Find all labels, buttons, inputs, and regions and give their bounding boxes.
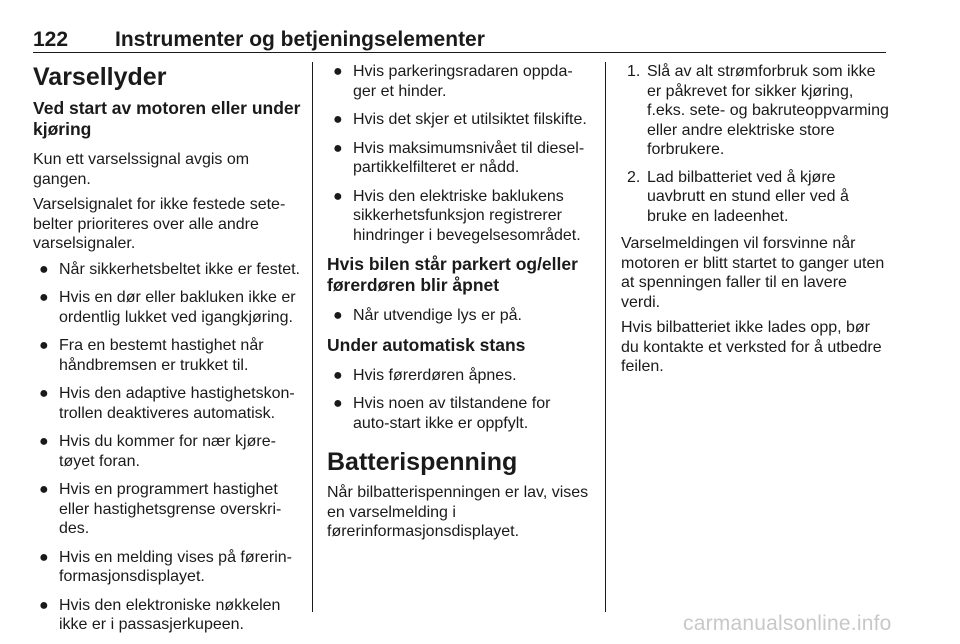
list-item: ● Hvis noen av tilstandene for auto-start ikke er oppfylt.	[333, 395, 551, 432]
list-number: 2.	[627, 168, 641, 186]
bullet-icon: ●	[39, 433, 49, 450]
list-item: ● Når utvendige lys er på.	[333, 307, 522, 324]
bullet-icon: ●	[333, 63, 343, 80]
list-item: ● Hvis førerdøren åpnes.	[333, 366, 517, 384]
subsection-title-parked: Hvis bilen står parkert og/eller førerdøren blir åpnet	[327, 254, 578, 295]
column-divider-2	[605, 62, 606, 612]
bullet-list	[33, 260, 301, 635]
paragraph: Varselmeldingen vil forsvinne når motoren er blitt startet to ganger uten at spenningen faller til en lavere verdi.	[621, 235, 885, 311]
bullet-icon: ●	[39, 481, 49, 498]
list-item: ● Hvis en dør eller bakluken ikke er ordentlig lukket ved igangkjøring.	[39, 289, 296, 326]
list-item: ● Fra en bestemt hastighet når håndbremsen er trukket til.	[39, 337, 264, 374]
bullet-icon: ●	[39, 337, 49, 354]
list-item: ● Hvis den elektroniske nøkkelen ikke er i passasjerkupeen.	[39, 596, 281, 633]
list-item: ● Hvis det skjer et utilsiktet filskifte.	[333, 111, 587, 128]
bullet-icon: ●	[333, 139, 343, 157]
chapter-title: Instrumenter og betjeningselementer	[115, 28, 485, 51]
bullet-icon: ●	[39, 596, 49, 614]
paragraph: Kun ett varselssignal avgis om gangen.	[33, 151, 250, 188]
list-item: ● Hvis den elektriske baklukens sikkerhetsfunksjon registrerer hindringer i bevegelsesområdet.	[333, 187, 581, 244]
column-2	[327, 62, 590, 548]
bullet-icon: ●	[333, 187, 343, 205]
bullet-icon: ●	[39, 548, 49, 566]
subsection-title-start: Ved start av motoren eller under kjøring	[33, 98, 301, 139]
bullet-icon: ●	[333, 111, 343, 128]
list-item: ● Hvis du kommer for nær kjøretøyet foran.	[39, 433, 276, 470]
bullet-icon: ●	[333, 307, 343, 324]
section-title-batterispenning: Batterispenning	[327, 448, 518, 476]
bullet-icon: ●	[39, 260, 49, 278]
list-item: ● Hvis maksimumsnivået til dieselpartikkelfilteret er nådd.	[333, 139, 585, 176]
paragraph: Varselsignalet for ikke festede setebelter prioriteres over alle andre varselsignaler.	[33, 196, 286, 252]
list-item: ● Hvis en programmert hastighet eller hastighetsgrense overskrides.	[39, 481, 282, 537]
bullet-icon: ●	[39, 289, 49, 306]
list-item: 2. Lad bilbatteriet ved å kjøre uavbrutt en stund eller ved å bruke en ladeenhet.	[627, 168, 849, 225]
bullet-list	[327, 62, 590, 245]
list-item: ● Når sikkerhetsbeltet ikke er festet.	[39, 260, 300, 278]
column-1	[33, 62, 301, 644]
list-item: 1. Slå av alt strømforbruk som ikke er påkrevet for sikker kjøring, f.eks. sete- og bakruteoppvarming eller andre elektriske store forbrukere.	[627, 63, 889, 158]
numbered-list	[621, 62, 889, 226]
list-item: ● Hvis en melding vises på førerinformasjonsdisplayet.	[39, 548, 292, 585]
bullet-icon: ●	[333, 366, 343, 384]
column-divider-1	[312, 62, 313, 612]
column-3	[621, 62, 889, 383]
paragraph: Hvis bilbatteriet ikke lades opp, bør du kontakte et verksted for å utbedre feilen.	[621, 319, 882, 375]
bullet-list	[327, 366, 590, 434]
bullet-icon: ●	[39, 385, 49, 402]
list-number: 1.	[627, 63, 641, 80]
bullet-list	[327, 306, 590, 326]
bullet-icon: ●	[333, 395, 343, 412]
page-header	[33, 22, 886, 53]
list-item: ● Hvis den adaptive hastighetskontrollen deaktiveres automatisk.	[39, 385, 295, 422]
watermark-text: carmanualsonline.info	[683, 612, 892, 635]
paragraph: Når bilbatterispenningen er lav, vises en varselmelding i førerinformasjonsdisplayet.	[327, 484, 589, 540]
section-title-varsellyder: Varsellyder	[33, 63, 167, 91]
subsection-title-autostop: Under automatisk stans	[327, 334, 526, 355]
page-number: 122	[33, 28, 69, 51]
list-item: ● Hvis parkeringsradaren oppdager et hinder.	[333, 63, 573, 100]
